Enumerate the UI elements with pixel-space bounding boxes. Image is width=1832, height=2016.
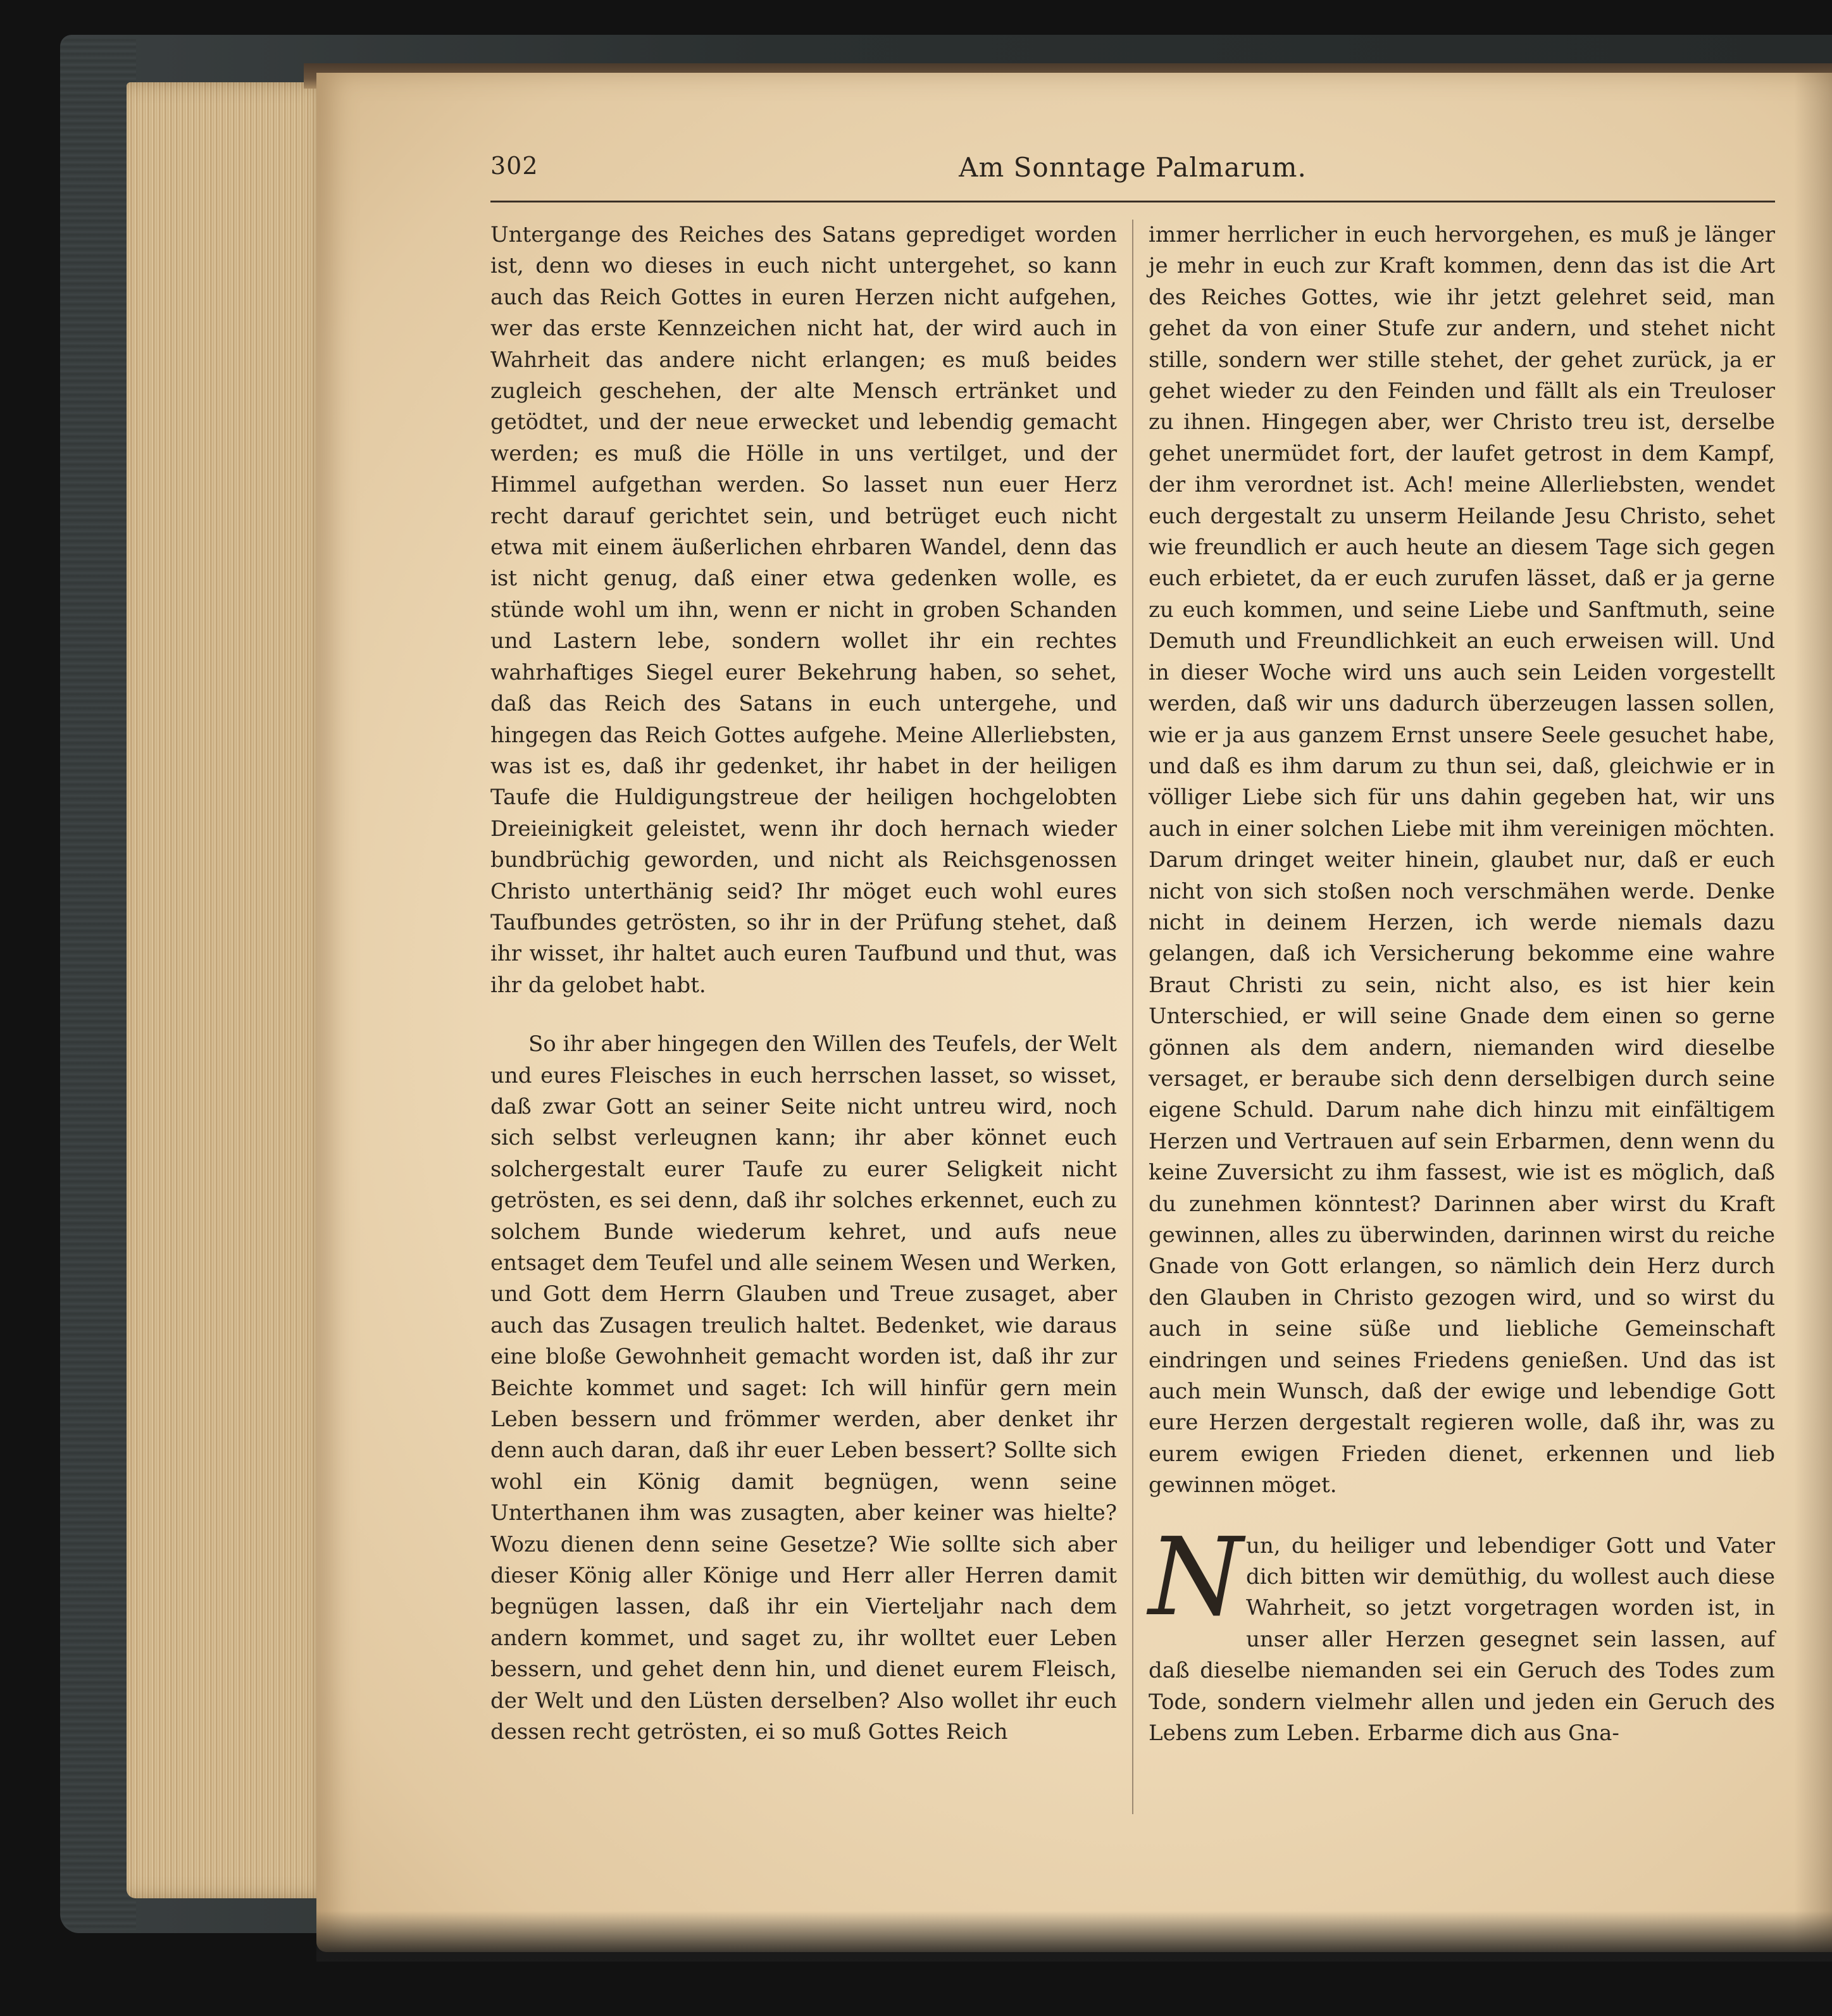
- column-divider: [1132, 220, 1133, 1814]
- decorative-initial: N: [1149, 1514, 1243, 1640]
- right-paragraph-1: immer herrlicher in euch hervorgehen, es muß je länger je mehr in euch zur Kraft kommen, denn das ist die Art des Reiches Gottes, wie ihr jetzt gelehret seid, man gehet da von einer Stufe zur andern, und stehet nicht stille, sondern wer stille stehet, der gehet zurück, ja er gehet wieder zu den Feinden und fällt als ein Treuloser zu ihnen. Hingegen aber, wer Christo treu ist, derselbe gehet unermüdet fort, der laufet getrost in dem Kampf, der ihm verordnet ist. Ach! meine Allerliebsten, wendet euch dergestalt zu unserm Heilande Jesu Christo, sehet wie freundlich er auch heute an diesem Tage sich gegen euch erbietet, da er euch zurufen lässet, daß er ja gerne zu euch kommen, und seine Liebe und Sanftmuth, seine Demuth und Freundlichkeit an euch erweisen will. Und in dieser Woche wird uns auch sein Leiden vorgestellt werden, daß wir uns dadurch überzeugen lassen sollen, wie er ja aus ganzem Ernst unsere Seele gesuchet habe, und daß es ihm darum zu thun sei, daß, gleichwie er in völliger Liebe sich für uns dahin gegeben hat, wir uns auch in einer solchen Liebe mit ihm vereinigen möchten. Darum dringet weiter hinein, glaubet nur, daß er euch nicht von sich stoßen noch verschmähen werde. Denke nicht in deinem Herzen, ich werde niemals dazu gelangen, daß ich Versicherung bekomme eine wahre Braut Christi zu sein, nicht also, es ist hier kein Unterschied, er will seine Gnade dem einen so gerne gönnen als dem andern, niemanden wird dieselbe versaget, er beraube sich denn derselbigen durch seine eigene Schuld. Darum nahe dich hinzu mit einfältigem Herzen und Vertrauen auf sein Erbarmen, denn wenn du keine Zuversicht zu ihm fassest, wie ist es möglich, daß du zunehmen könntest? Darinnen aber wirst du Kraft gewinnen, alles zu überwinden, darinnen wirst du reiche Gnade von Gott erlangen, so nämlich dein Herz durch den Glauben in Christo gezogen wird, und so wirst du auch in seine süße und liebliche Gemeinschaft eindringen und seines Friedens genießen. Und das ist auch mein Wunsch, daß der ewige und lebendige Gott eure Herzen dergestalt regieren wolle, daß ihr, was zu eurem ewigen Frieden dienet, erkennen und lieb gewinnen möget.: [1149, 222, 1775, 1498]
- page-number: 302: [490, 152, 539, 180]
- left-paragraph-1: Untergange des Reiches des Satans geprediget worden ist, denn wo dieses in euch nicht untergehet, so kann auch das Reich Gottes in euren Herzen nicht aufgehen, wer das erste Kennzeichen nicht hat, der wird auch in Wahrheit das andere nicht erlangen; es muß beides zugleich geschehen, der alte Mensch ertränket und getödtet, und der neue erwecket und lebendig gemacht werden; es muß die Hölle in uns vertilget, und der Himmel aufgethan werden. So lasset nun euer Herz recht darauf gerichtet sein, und betrüget euch nicht etwa mit einem äußerlichen ehrbaren Wandel, denn das ist nicht genug, daß einer etwa gedenken wolle, es stünde wohl um ihn, wenn er nicht in groben Schanden und Lastern lebe, sondern wollet ihr ein rechtes wahrhaftiges Siegel eurer Bekehrung haben, so sehet, daß das Reich des Satans in euch untergehe, und hingegen das Reich Gottes aufgehe. Meine Allerliebsten, was ist es, daß ihr gedenket, ihr habet in der heiligen Taufe die Huldigungstreue der heiligen hochgelobten Dreieinigkeit geleistet, wenn ihr doch hernach wieder bundbrüchig geworden, und nicht als Reichsgenossen Christo unterthänig seid? Ihr möget euch wohl eures Taufbundes getrösten, so ihr in der Prüfung stehet, daß ihr wisset, ihr haltet auch euren Taufbund und thut, was ihr da gelobet habt.: [490, 222, 1117, 998]
- stacked-page-edges: [127, 82, 335, 1898]
- book-spine: [60, 38, 136, 1930]
- running-title: Am Sonntage Palmarum.: [959, 152, 1307, 183]
- page-header: [490, 146, 1775, 190]
- right-column: [1149, 220, 1775, 1750]
- header-rule: [490, 201, 1775, 202]
- left-paragraph-2: So ihr aber hingegen den Willen des Teufels, der Welt und eures Fleisches in euch herrschen lasset, so wisset, daß zwar Gott an seiner Seite nicht untreu wird, noch sich selbst verleugnen kann; ihr aber könnet euch solchergestalt eurer Taufe zu eurer Seligkeit nicht getrösten, es sei denn, daß ihr solches erkennet, euch zu solchem Bunde wiederum kehret, und aufs neue entsaget dem Teufel und alle seinem Wesen und Werken, und Gott dem Herrn Glauben und Treue zusaget, aber auch das Zusagen treulich haltet. Bedenket, wie daraus eine bloße Gewohnheit gemacht worden ist, daß ihr zur Beichte kommet und saget: Ich will hinfür gern mein Leben bessern und frömmer werden, aber denket ihr denn auch daran, daß ihr euer Leben bessert? Sollte sich wohl ein König damit begnügen, wenn seine Unterthanen ihm was zusagten, aber keiner was hielte? Wozu dienen denn seine Gesetze? Wie sollte sich aber dieser König aller Könige und Herr aller Herren damit begnügen lassen, daß ihr ein Vierteljahr nach dem andern kommet, und saget zu, ihr wolltet euer Leben bessern, und gehet denn hin, und dienet eurem Fleisch, der Welt und den Lüsten derselben? Also wollet ihr euch dessen recht getrösten, ei so muß Gottes Reich: [490, 1031, 1117, 1745]
- page-content: [490, 146, 1775, 1854]
- page-curl-shadow: [1794, 73, 1832, 1952]
- text-columns: [490, 220, 1775, 1852]
- bottom-shadow: [316, 1911, 1832, 1962]
- prayer-text: un, du heiliger und lebendiger Gott und Vater dich bitten wir demüthig, du wollest auch diese Wahrheit, so jetzt vorgetragen worden ist, in unser aller Herzen gesegnet sein lassen, auf daß dieselbe niemanden sei ein Geruch des Todes zum Tode, sondern vielmehr allen und jeden ein Geruch des Lebens zum Leben. Erbarme dich aus Gna-: [1149, 1533, 1775, 1746]
- closing-prayer: [1149, 1514, 1775, 1750]
- left-column: [490, 220, 1117, 1748]
